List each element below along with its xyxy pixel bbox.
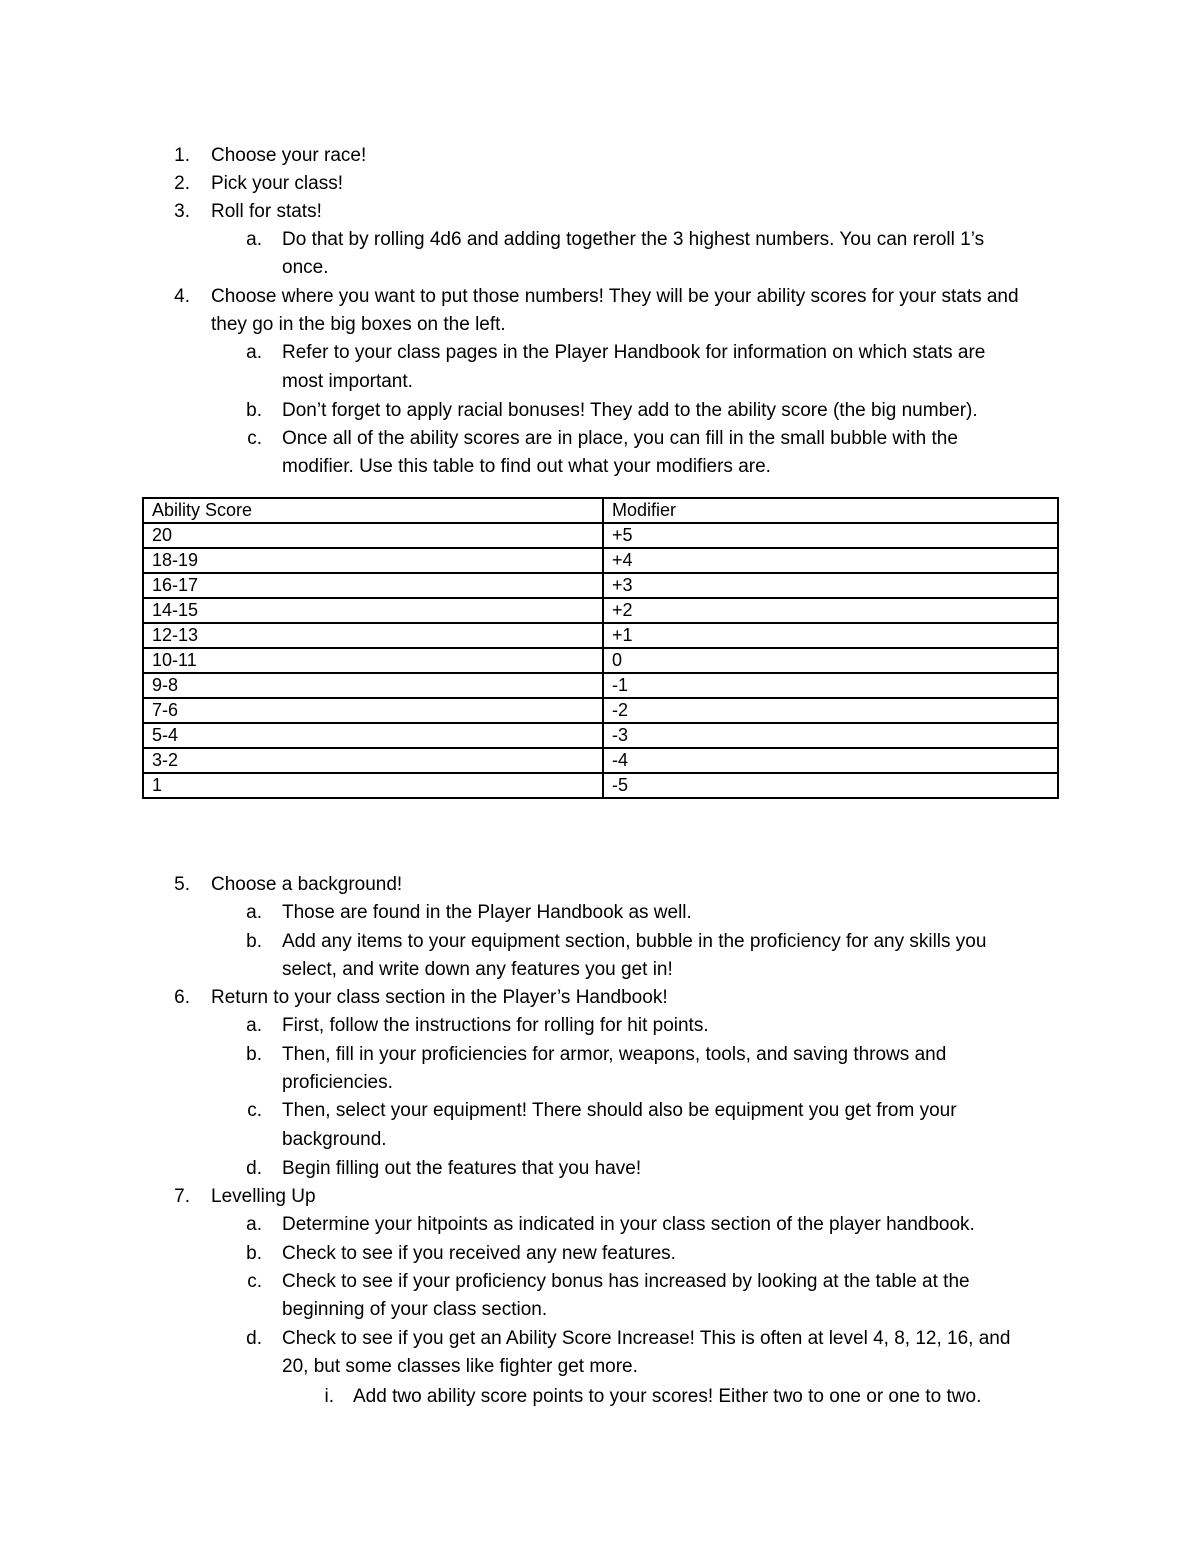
table-row <box>143 773 1058 798</box>
list-item-continuation: they go in the big boxes on the left. <box>211 314 506 335</box>
list-item-continuation: most important. <box>282 371 413 392</box>
list-item: Refer to your class pages in the Player Handbook for information on which stats are <box>282 342 986 363</box>
table-cell: -1 <box>603 673 1058 698</box>
list-number: 7. <box>174 1186 190 1207</box>
list-letter: b. <box>246 931 262 952</box>
list-letter: b. <box>246 1243 262 1264</box>
table-row <box>143 523 1058 548</box>
table-header-cell: Ability Score <box>143 498 603 523</box>
list-item: Do that by rolling 4d6 and adding together the 3 highest numbers. You can reroll 1’s <box>282 229 985 250</box>
list-letter: c. <box>247 1271 262 1292</box>
list-item-continuation: modifier. Use this table to find out what your modifiers are. <box>282 456 771 477</box>
table-row <box>143 698 1058 723</box>
list-letter: a. <box>246 1015 262 1036</box>
ability-modifier-table <box>142 497 1059 799</box>
table-row <box>143 748 1058 773</box>
list-number: 6. <box>174 987 190 1008</box>
table-cell: +5 <box>603 523 1058 548</box>
list-roman: i. <box>324 1386 334 1407</box>
list-item: Add any items to your equipment section, bubble in the proficiency for any skills you <box>282 931 987 952</box>
table-row <box>143 598 1058 623</box>
table-header-cell: Modifier <box>603 498 1058 523</box>
list-item-continuation: background. <box>282 1129 387 1150</box>
table-cell: 20 <box>143 523 603 548</box>
list-number: 5. <box>174 874 190 895</box>
table-cell: +2 <box>603 598 1058 623</box>
table-cell: +3 <box>603 573 1058 598</box>
list-letter: d. <box>246 1158 262 1179</box>
table-cell: 3-2 <box>143 748 603 773</box>
list-number: 1. <box>174 145 190 166</box>
table-row <box>143 648 1058 673</box>
list-item: Add two ability score points to your scores! Either two to one or one to two. <box>353 1386 982 1407</box>
list-letter: a. <box>246 902 262 923</box>
table-cell: 16-17 <box>143 573 603 598</box>
list-letter: c. <box>247 428 262 449</box>
list-letter: a. <box>246 229 262 250</box>
list-item: First, follow the instructions for rolling for hit points. <box>282 1015 709 1036</box>
list-letter: b. <box>246 1044 262 1065</box>
list-letter: c. <box>247 1100 262 1121</box>
list-item: Then, select your equipment! There should also be equipment you get from your <box>282 1100 957 1121</box>
list-item-continuation: beginning of your class section. <box>282 1299 548 1320</box>
list-item-continuation: select, and write down any features you get in! <box>282 959 673 980</box>
list-item-continuation: proficiencies. <box>282 1072 393 1093</box>
table-row <box>143 573 1058 598</box>
list-item: Those are found in the Player Handbook as well. <box>282 902 692 923</box>
list-letter: b. <box>246 400 262 421</box>
list-item: Don’t forget to apply racial bonuses! They add to the ability score (the big number). <box>282 400 978 421</box>
list-item: Pick your class! <box>211 173 343 194</box>
list-item: Begin filling out the features that you have! <box>282 1158 642 1179</box>
list-number: 3. <box>174 201 190 222</box>
list-letter: d. <box>246 1328 262 1349</box>
table-cell: -4 <box>603 748 1058 773</box>
table-cell: 1 <box>143 773 603 798</box>
table-cell: -3 <box>603 723 1058 748</box>
list-item: Once all of the ability scores are in place, you can fill in the small bubble with the <box>282 428 958 449</box>
table-cell: 0 <box>603 648 1058 673</box>
list-item: Roll for stats! <box>211 201 322 222</box>
list-item: Then, fill in your proficiencies for armor, weapons, tools, and saving throws and <box>282 1044 947 1065</box>
table-cell: +4 <box>603 548 1058 573</box>
list-item: Check to see if your proficiency bonus has increased by looking at the table at the <box>282 1271 970 1292</box>
table-cell: 14-15 <box>143 598 603 623</box>
table-cell: -5 <box>603 773 1058 798</box>
list-letter: a. <box>246 342 262 363</box>
list-item: Return to your class section in the Player’s Handbook! <box>211 987 668 1008</box>
table-cell: 7-6 <box>143 698 603 723</box>
table-header-row <box>143 498 1058 523</box>
table-cell: 18-19 <box>143 548 603 573</box>
list-number: 4. <box>174 286 190 307</box>
list-item: Levelling Up <box>211 1186 316 1207</box>
list-item: Choose your race! <box>211 145 367 166</box>
table-cell: +1 <box>603 623 1058 648</box>
list-item: Check to see if you get an Ability Score Increase! This is often at level 4, 8, 12, 16, and <box>282 1328 1011 1349</box>
list-letter: a. <box>246 1214 262 1235</box>
table-cell: 5-4 <box>143 723 603 748</box>
list-item: Choose a background! <box>211 874 403 895</box>
list-number: 2. <box>174 173 190 194</box>
list-item: Choose where you want to put those numbers! They will be your ability scores for your stats and <box>211 286 1019 307</box>
list-item: Determine your hitpoints as indicated in your class section of the player handbook. <box>282 1214 975 1235</box>
list-item-continuation: once. <box>282 257 329 278</box>
table-cell: 10-11 <box>143 648 603 673</box>
table-cell: 12-13 <box>143 623 603 648</box>
table-cell: 9-8 <box>143 673 603 698</box>
table-cell: -2 <box>603 698 1058 723</box>
table-row <box>143 673 1058 698</box>
list-item: Check to see if you received any new features. <box>282 1243 676 1264</box>
table-row <box>143 548 1058 573</box>
list-item-continuation: 20, but some classes like fighter get more. <box>282 1356 638 1377</box>
table-row <box>143 723 1058 748</box>
table-row <box>143 623 1058 648</box>
